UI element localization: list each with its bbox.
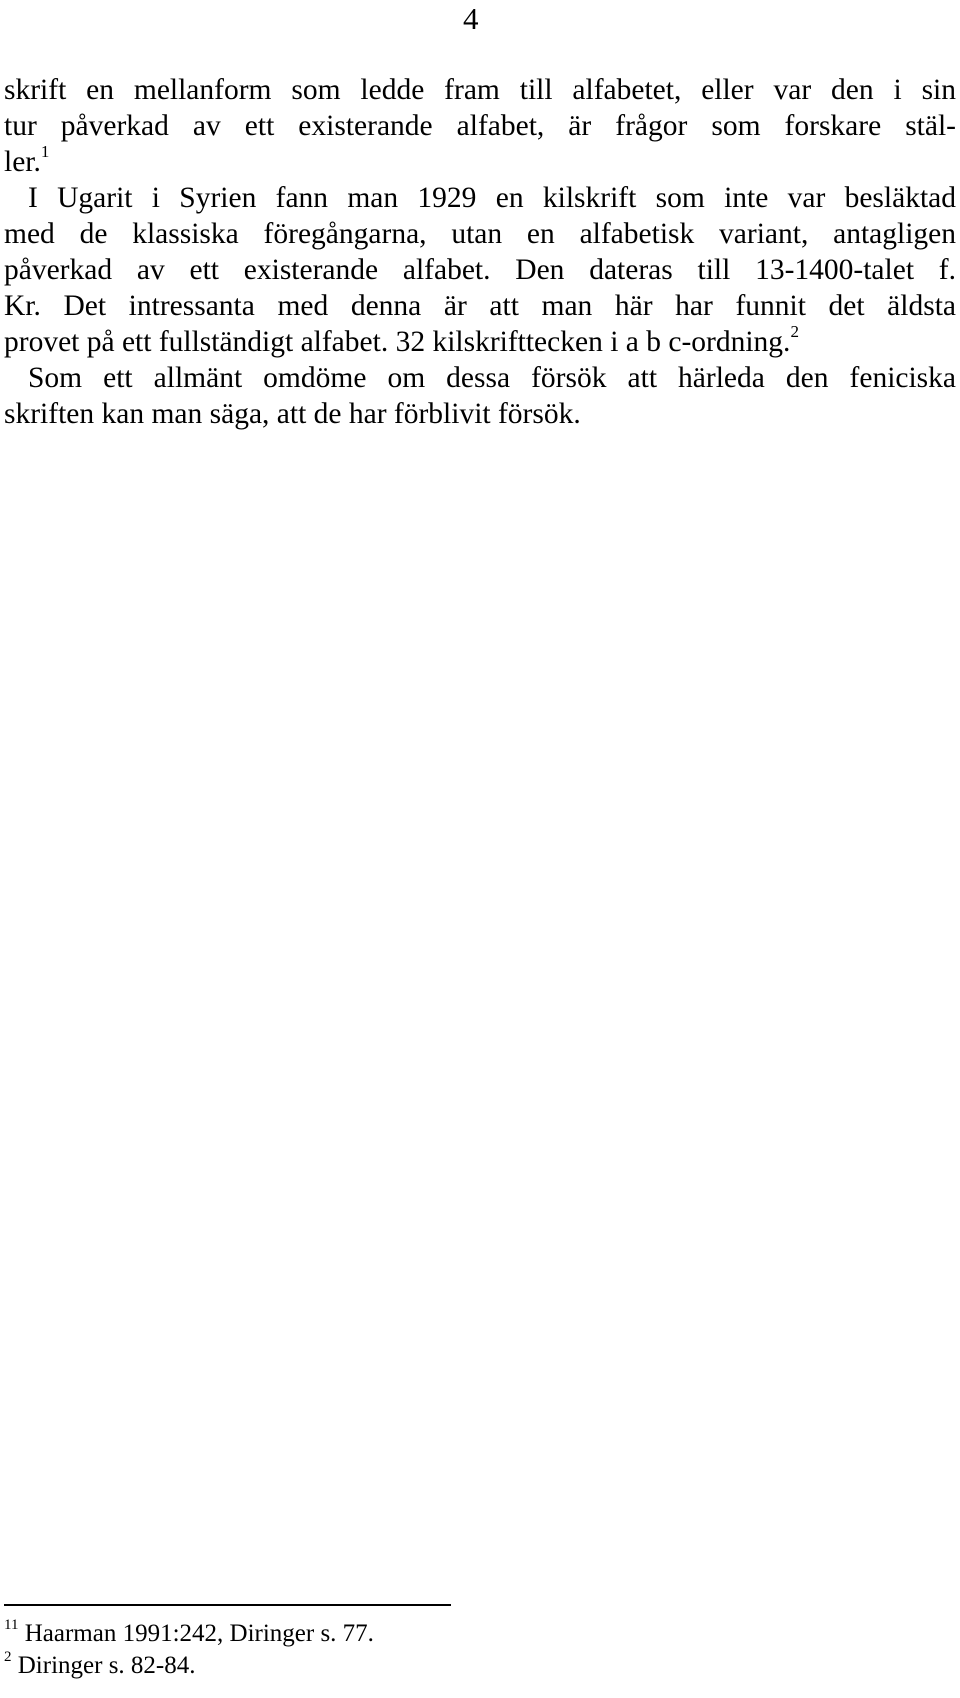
footnote-marker: 2 xyxy=(4,1649,12,1665)
footnote xyxy=(4,1619,374,1652)
footnote-text: Haarman 1991:242, Diringer s. 77. xyxy=(24,1620,374,1647)
footnote-ref: 2 xyxy=(790,322,799,341)
body-line: skriften kan man säga, att de har förblivit försök. xyxy=(4,398,581,430)
footnote-marker: 11 xyxy=(4,1617,19,1633)
body-line: skrift en mellanform som ledde fram till alfabetet, eller var den i sin xyxy=(4,74,956,106)
body-line-with-ref xyxy=(4,144,956,184)
footnote-text: Diringer s. 82-84. xyxy=(17,1652,196,1679)
footnote-ref: 1 xyxy=(40,142,50,161)
body-line: med de klassiska föregångarna, utan en alfabetisk variant, antagligen xyxy=(4,218,956,250)
body-line-with-ref xyxy=(4,324,956,364)
footnote xyxy=(4,1651,196,1684)
body-line: Som ett allmänt omdöme om dessa försök att härleda den feniciska xyxy=(28,362,956,394)
body-line: I Ugarit i Syrien fann man 1929 en kilskrift som inte var besläktad xyxy=(28,182,956,214)
body-line: tur påverkad av ett existerande alfabet, är frågor som forskare stäl- xyxy=(4,110,956,142)
footnote-separator xyxy=(4,1604,451,1606)
page-number: 4 xyxy=(463,1,479,36)
body-line-text: provet på ett fullständigt alfabet. 32 kilskrifttecken i a b c-ordning. xyxy=(4,326,791,358)
body-line-text: ler. xyxy=(4,146,41,178)
body-line: påverkad av ett existerande alfabet. Den dateras till 13-1400-talet f. xyxy=(4,254,956,286)
body-line: Kr. Det intressanta med denna är att man här har funnit det äldsta xyxy=(4,290,956,322)
